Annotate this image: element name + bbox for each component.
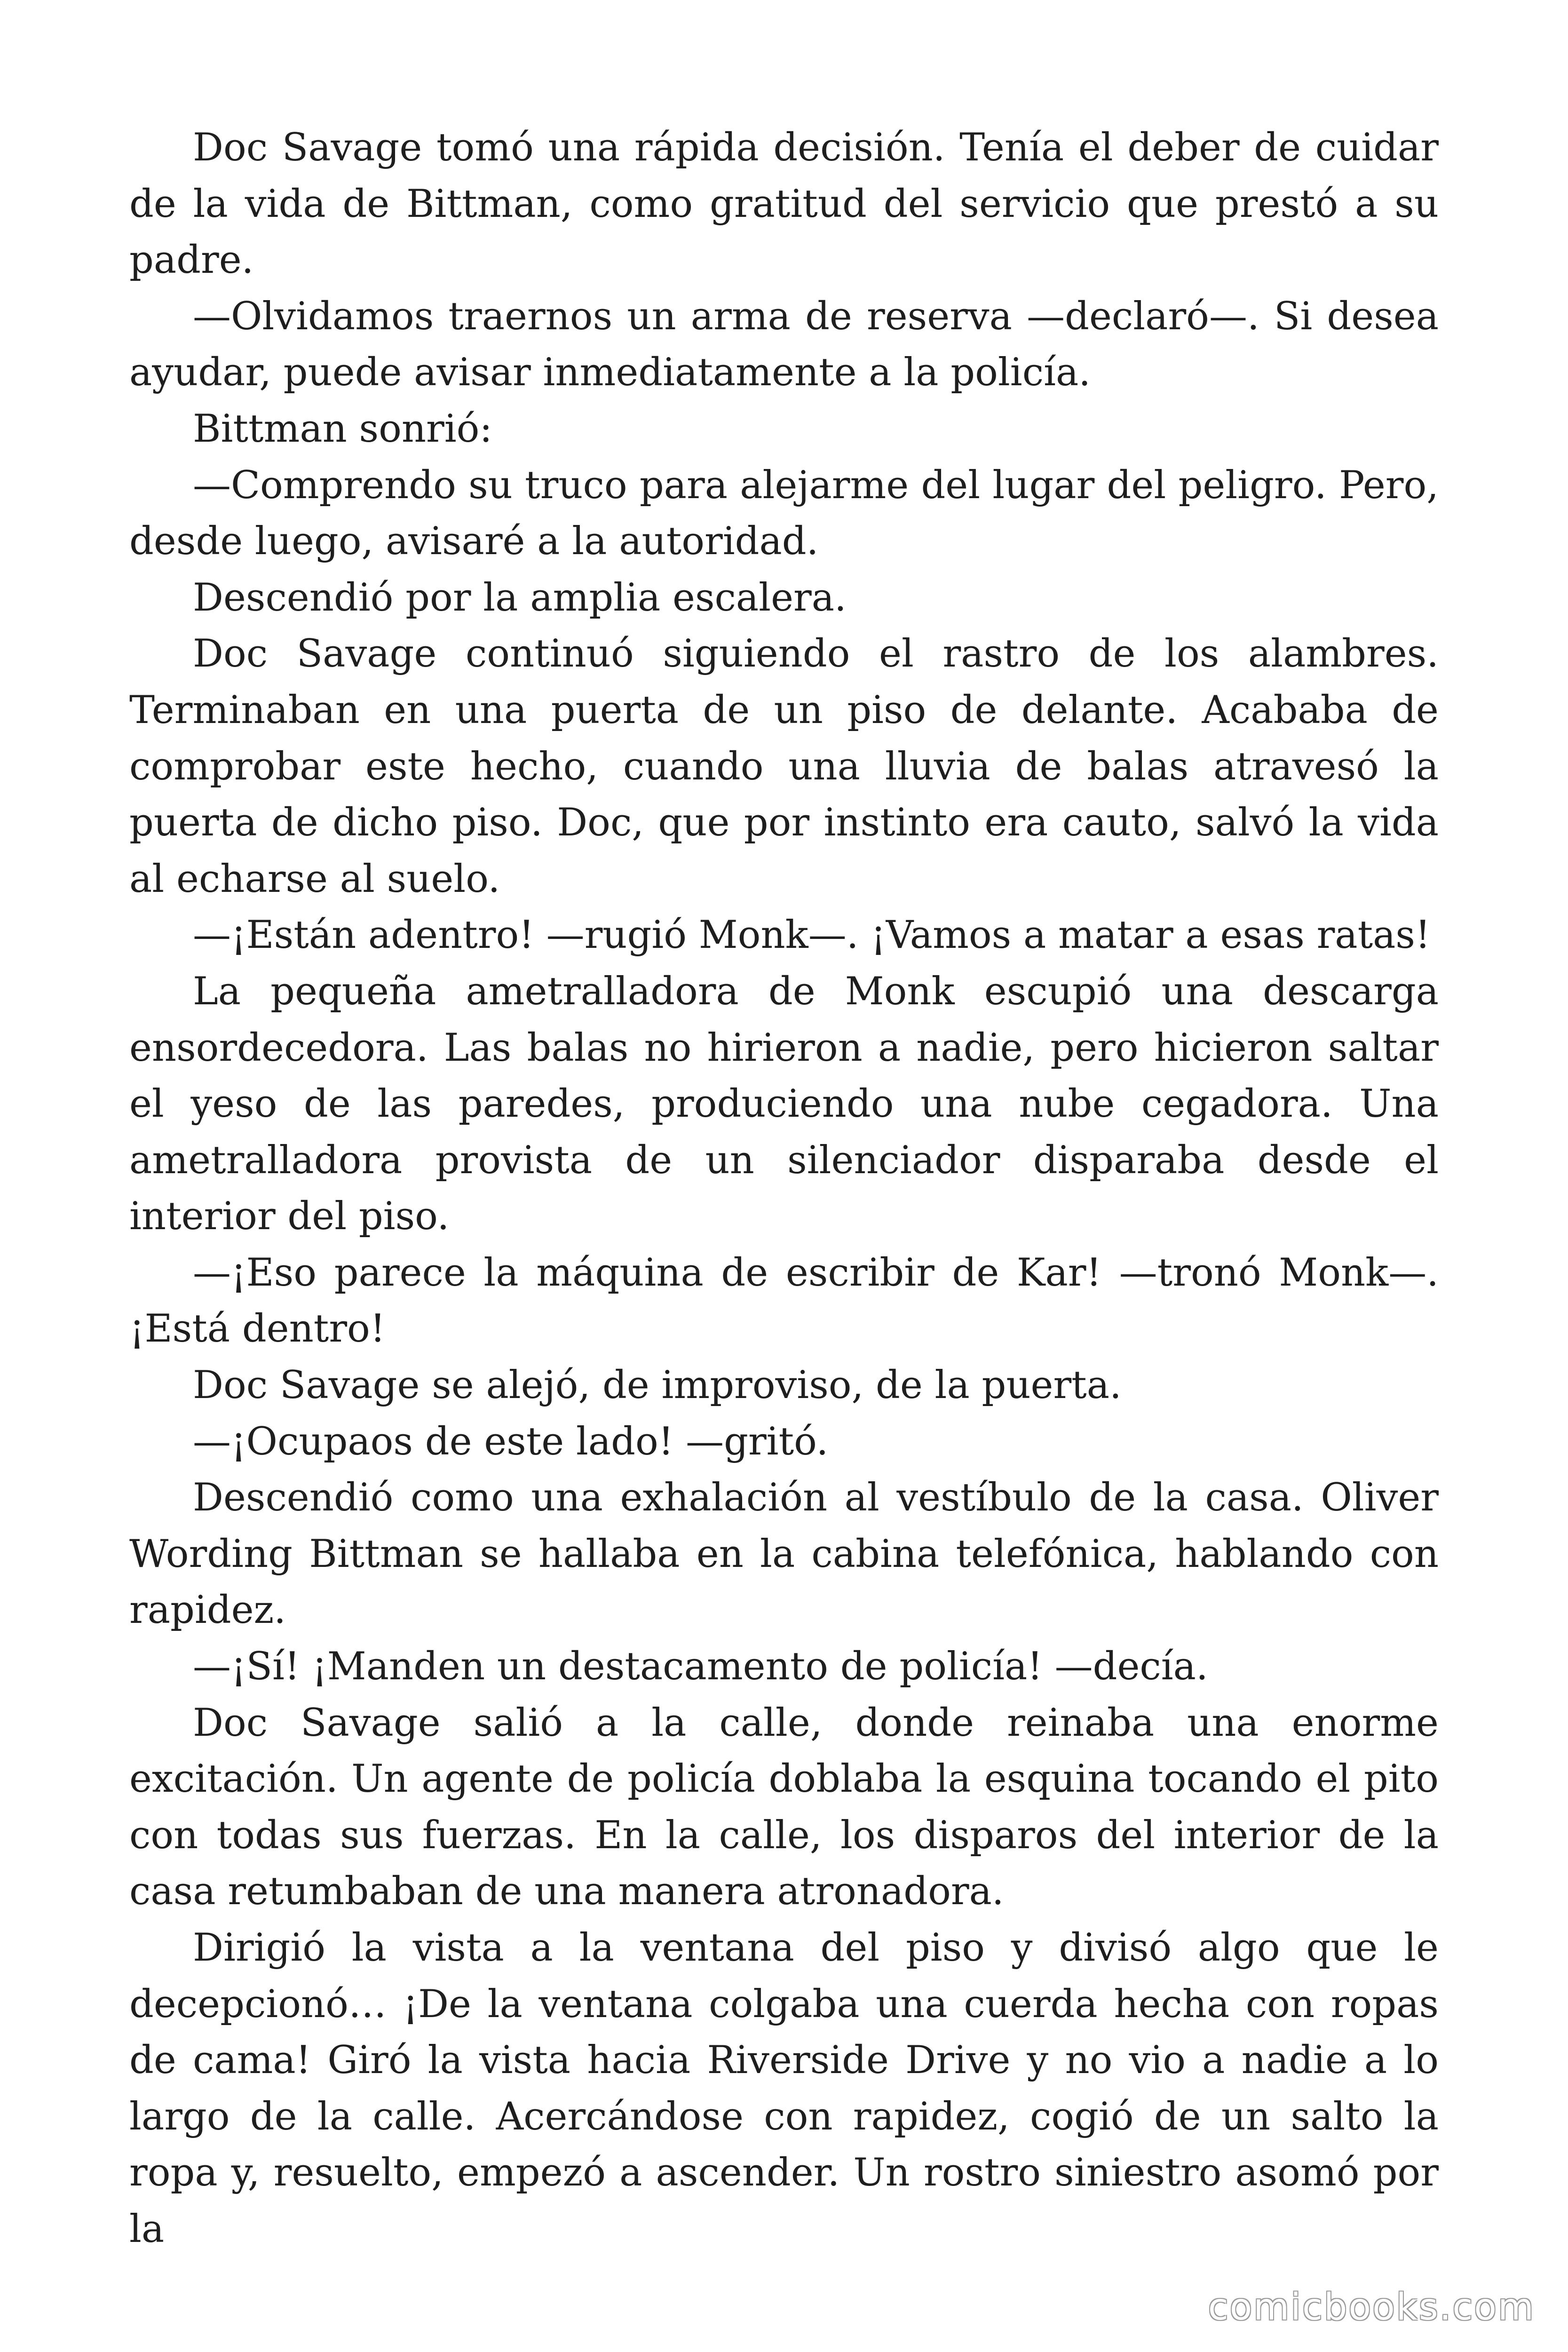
paragraph: —¡Sí! ¡Manden un destacamento de policía! —decía. [193,1645,1208,1689]
paragraph: —¡Eso parece la máquina de escribir de Kar! —tronó Monk—. ¡Está dentro! [129,1250,1439,1351]
paragraph: Doc Savage tomó una rápida decisión. Tenía el deber de cuidar de la vida de Bittman, como gratitud del servicio que prestó a su padre. [129,126,1439,283]
paragraph: Descendió como una exhalación al vestíbulo de la casa. Oliver Wording Bittman se hallaba en la cabina telefónica, hablando con rapidez. [129,1476,1439,1633]
paragraph: Dirigió la vista a la ventana del piso y divisó algo que le decepcionó… ¡De la ventana colgaba una cuerda hecha con ropas de cama! Giró la vista hacia Riverside Drive y no vio a nadie a lo largo de la calle. Acercándose con rapidez, cogió de un salto la ropa y, resuelto, empezó a ascender. Un rostro siniestro asomó por la [129,1926,1439,2251]
watermark: comicbooks.com [1208,2286,1535,2328]
paragraph: Descendió por la amplia escalera. [193,575,847,620]
paragraph: —¡Están adentro! —rugió Monk—. ¡Vamos a matar a esas ratas! [193,913,1431,958]
paragraph: Bittman sonrió: [193,406,492,451]
paragraph: La pequeña ametralladora de Monk escupió una descarga ensordecedora. Las balas no hirieron a nadie, pero hicieron saltar el yeso de las paredes, produciendo una nube cegadora. Una ametralladora provista de un silenciador disparaba desde el interior del piso. [129,969,1439,1239]
book-page-text [129,120,1439,2258]
paragraph: Doc Savage se alejó, de improviso, de la puerta. [193,1363,1122,1408]
paragraph: Doc Savage salió a la calle, donde reinaba una enorme excitación. Un agente de policía doblaba la esquina tocando el pito con todas sus fuerzas. En la calle, los disparos del interior de la casa retumbaban de una manera atronadora. [129,1700,1439,1914]
paragraph: Doc Savage continuó siguiendo el rastro de los alambres. Terminaban en una puerta de un piso de delante. Acababa de comprobar este hecho, cuando una lluvia de balas atravesó la puerta de dicho piso. Doc, que por instinto era cauto, salvó la vida al echarse al suelo. [129,632,1439,901]
paragraph: —Olvidamos traernos un arma de reserva —declaró—. Si desea ayudar, puede avisar inmediatamente a la policía. [129,294,1439,395]
paragraph: —¡Ocupaos de este lado! —gritó. [193,1419,829,1464]
paragraph: —Comprendo su truco para alejarme del lugar del peligro. Pero, desde luego, avisaré a la autoridad. [129,463,1439,564]
